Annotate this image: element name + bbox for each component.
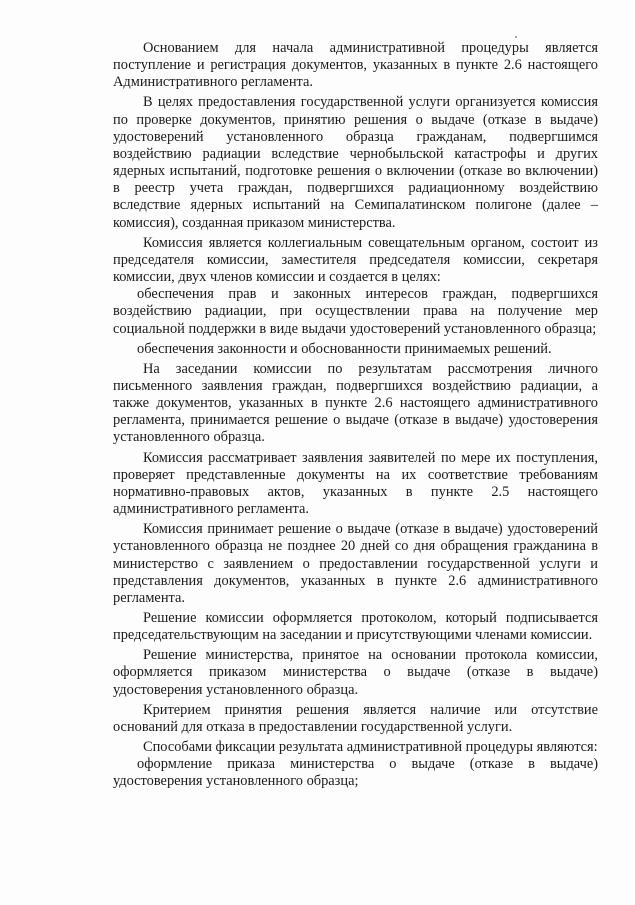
paragraph: На заседании комиссии по результатам рассмотрения личного письменного заявления граждан, подвергшихся воздействию радиации, а также документов, указанных в пункте 2.6 настоящего административного регламента, принимается решение о выдаче (отказе в выдаче) удостоверения установленного образца. [113, 360, 598, 446]
list-item: оформление приказа министерства о выдаче (отказе в выдаче) удостоверения установленного образца; [113, 756, 598, 790]
paragraph: Критерием принятия решения является наличие или отсутствие оснований для отказа в предоставлении государственной услуги. [113, 701, 598, 735]
paragraph: Основанием для начала административной процедуры является поступление и регистрация документов, указанных в пункте 2.6 настоящего Административного регламента. [113, 40, 598, 91]
paragraph: Комиссия является коллегиальным совещательным органом, состоит из председателя комиссии, заместителя председателя комиссии, секретаря комиссии, двух членов комиссии и создается в целях: [113, 234, 598, 286]
list-item: обеспечения прав и законных интересов граждан, подвергшихся воздействию радиации, при осуществлении права на получение мер социальной поддержки в виде выдачи удостоверений установленного образца; [113, 286, 598, 337]
paragraph: Комиссия принимает решение о выдаче (отказе в выдаче) удостоверений установленного образца не позднее 20 дней со дня обращения гражданина в министерство с заявлением о предоставлении государственной услуги и представления документов, указанных в пункте 2.6 административного регламента. [113, 521, 598, 606]
paragraph: Комиссия рассматривает заявления заявителей по мере их поступления, проверяет представленные документы на их соответствие требованиям нормативно-правовых актов, указанных в пункте 2.5 настоящего административного регламента. [113, 449, 598, 518]
paragraph: Решение министерства, принятое на основании протокола комиссии, оформляется приказом министерства о выдаче (отказе в выдаче) удостоверения установленного образца. [113, 647, 598, 698]
list-item: обеспечения законности и обоснованности принимаемых решений. [137, 340, 552, 357]
paragraph: В целях предоставления государственной услуги организуется комиссия по проверке документов, принятию решения о выдаче (отказе в выдаче) удостоверений установленного образца гражданам, подвергшимся воздействию радиации вследствие чернобыльской катастрофы и других ядерных испытаний, подготовке решения о включении (отказе во включении) в реестр учета граждан, подвергшихся радиационному воздействию вследствие ядерных испытаний на Семипалатинском полигоне (далее – комиссия), созданная приказом министерства. [113, 94, 598, 231]
scan-speck [515, 36, 517, 38]
paragraph: Решение комиссии оформляется протоколом, который подписывается председательствующим на заседании и присутствующими членами комиссии. [113, 610, 598, 644]
paragraph: Способами фиксации результата административной процедуры являются: [143, 739, 598, 756]
